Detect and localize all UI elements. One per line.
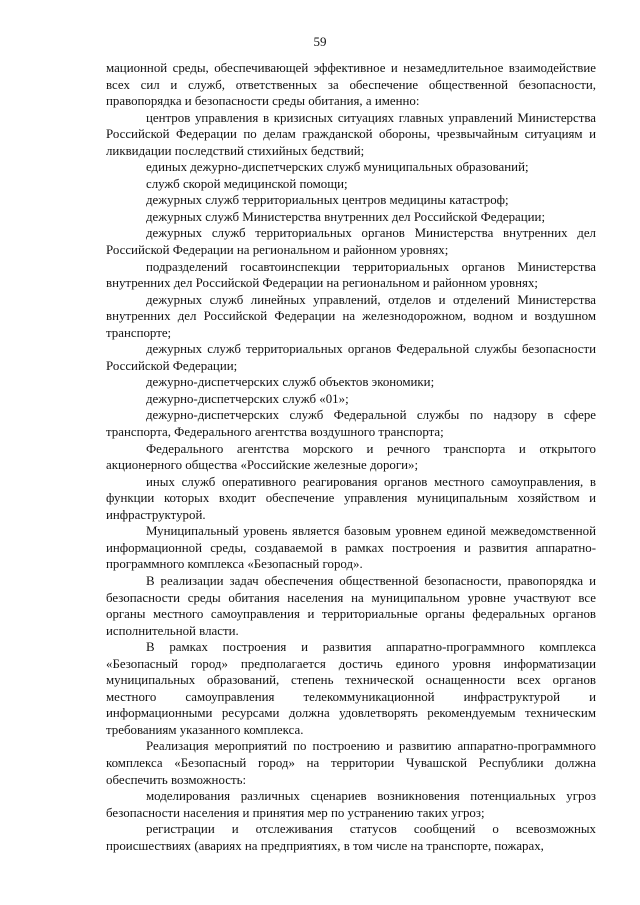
paragraph: дежурных служб территориальных органов Федеральной службы безопасности Российской Федерации; — [106, 342, 596, 373]
paragraph: Федерального агентства морского и речного транспорта и открытого акционерного общества «Российские железные дороги»; — [106, 441, 596, 473]
paragraph: мационной среды, обеспечивающей эффективное и незамедлительное взаимодействие всех сил и служб, ответственных за обеспечение общественной безопасности, правопорядка и безопасности среды обитания, а именно: — [106, 61, 596, 109]
paragraph: иных служб оперативного реагирования органов местного самоуправления, в функции которых входит обеспечение управления муниципальным хозяйством и инфраструктурой. — [106, 474, 596, 522]
paragraph: В рамках построения и развития аппаратно-программного комплекса «Безопасный город» предполагается достичь единого уровня информатизации муниципальных образований, степень технической оснащенности всех органов местного самоуправления телекоммуникационной инфраструктурой и информационными ресурсами должна удовлетворять рекомендуемым техническим требованиям указанного комплекса. — [106, 640, 596, 737]
paragraph: дежурно-диспетчерских служб «01»; — [146, 391, 349, 406]
paragraph: служб скорой медицинской помощи; — [146, 176, 348, 191]
paragraph: регистрации и отслеживания статусов сообщений о всевозможных происшествиях (авариях на предприятиях, в том числе на транспорте, пожарах, — [106, 822, 596, 853]
paragraph: единых дежурно-диспетчерских служб муниципальных образований; — [146, 160, 529, 175]
paragraph: дежурно-диспетчерских служб Федеральной службы по надзору в сфере транспорта, Федерального агентства воздушного транспорта; — [106, 408, 596, 440]
paragraph: дежурных служб территориальных органов Министерства внутренних дел Российской Федерации на региональном и районном уровнях; — [106, 226, 596, 258]
document-body — [106, 60, 596, 854]
paragraph: подразделений госавтоинспекции территориальных органов Министерства внутренних дел Российской Федерации на региональном и районном уровнях; — [106, 259, 596, 291]
page-number: 59 — [313, 34, 327, 49]
paragraph: дежурных служб Министерства внутренних дел Российской Федерации; — [146, 209, 546, 224]
paragraph: центров управления в кризисных ситуациях главных управлений Министерства Российской Федерации по делам гражданской обороны, чрезвычайным ситуациям и ликвидации последствий стихийных бедствий; — [106, 110, 596, 158]
paragraph: В реализации задач обеспечения общественной безопасности, правопорядка и безопасности среды обитания населения на муниципальном уровне участвуют все органы местного самоуправления и территориальные органы федеральных органов исполнительной власти. — [106, 573, 596, 638]
paragraph: Реализация мероприятий по построению и развитию аппаратно-программного комплекса «Безопасный город» на территории Чувашской Республики должна обеспечить возможность: — [106, 739, 596, 787]
paragraph: моделирования различных сценариев возникновения потенциальных угроз безопасности населения и принятия мер по устранению таких угроз; — [106, 789, 596, 820]
paragraph: дежурно-диспетчерских служб объектов экономики; — [146, 375, 435, 390]
paragraph: дежурных служб территориальных центров медицины катастроф; — [146, 193, 509, 208]
paragraph: дежурных служб линейных управлений, отделов и отделений Министерства внутренних дел Российской Федерации на железнодорожном, водном и воздушном транспорте; — [106, 292, 596, 340]
paragraph: Муниципальный уровень является базовым уровнем единой межведомственной информационной среды, создаваемой в рамках построения и развития аппаратно-программного комплекса «Безопасный город». — [106, 524, 596, 572]
